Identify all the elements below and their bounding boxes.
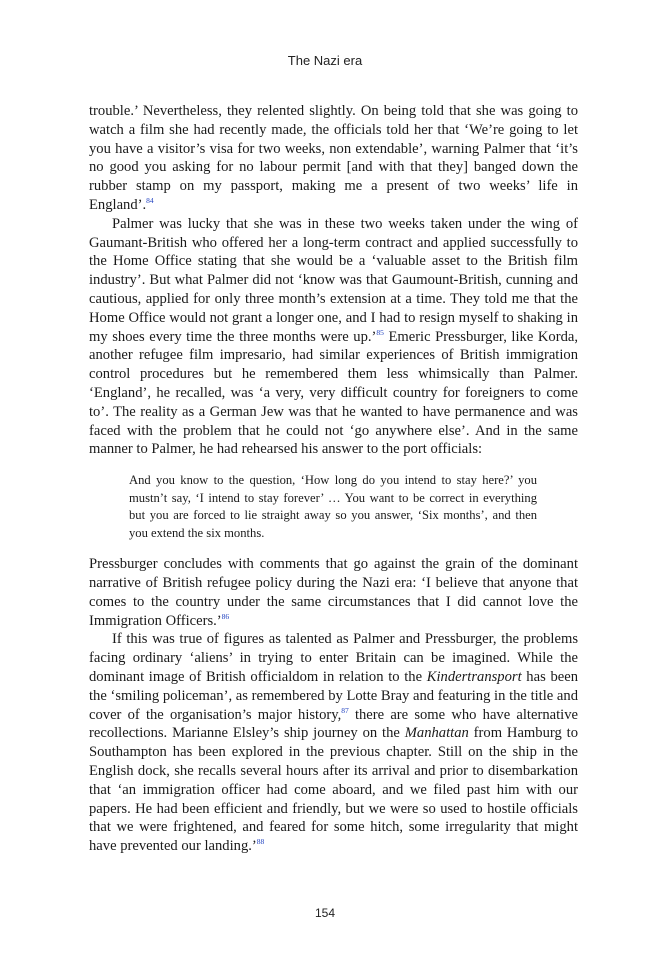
footnote-ref-87[interactable]: 87 <box>341 705 349 715</box>
paragraph-1 <box>89 102 578 215</box>
footnote-ref-84[interactable]: 84 <box>146 196 154 206</box>
paragraph-text: Emeric Pressburger, like Korda, another refugee film impresario, had similar experiences of British immigration control procedures but he remembered them less whimsically than Palmer. ‘England’, he recalled, was ‘a very, very difficult country for foreigners to come to’. The reality as a German Jew was that he wanted to have permanence and was faced with the problem that he could not ‘go anywhere else’. And in the same manner to Palmer, he had rehearsed his answer to the port officials: <box>89 328 578 458</box>
italic-title-kindertransport: Kindertransport <box>426 668 522 685</box>
running-head: The Nazi era <box>287 53 363 68</box>
page-number: 154 <box>314 906 336 920</box>
paragraph-text: Palmer was lucky that she was in these two weeks taken under the wing of Gaumant-British who offered her a long-term contract and applied successfully to the Home Office stating that she would be a ‘valuable asset to the British film industry’. But what Palmer did not ‘know was that Gaumount-British, cunning and cautious, applied for only three month’s extension at a time. They told me that the Home Office would not grant a longer one, and I had to resign myself to shaking in my shoes every time the three months were up.’ <box>89 215 578 345</box>
footnote-ref-88[interactable]: 88 <box>256 837 265 847</box>
paragraph-text: from Hamburg to Southampton has been explored in the previous chapter. Still on the ship in the English dock, she recalls several hours after its arrival and prior to disembarkation that ‘an immigration officer had come aboard, and we filed past him with our papers. He had been efficient and friendly, but we were so used to hostile officials that we were frightened, and feared for some hitch, some irregularity that might have prevented our landing.’ <box>89 725 578 855</box>
italic-ship-name: Manhattan <box>404 725 469 742</box>
block-quote: And you know to the question, ‘How long do you intend to stay here?’ you mustn’t say, ‘I intend to stay forever’ … You want to be correct in everything but you are forced to lie straight away so you answer, ‘Six months’, and then you extend the six months. <box>129 473 537 540</box>
paragraph-text: If this was true of figures as talented as Palmer and Pressburger, the problems facing ordinary ‘aliens’ in trying to enter Britain can be imagined. While the dominant image of British officialdom in relation to the <box>89 631 578 685</box>
footnote-ref-85[interactable]: 85 <box>376 327 384 337</box>
paragraph-4 <box>89 630 578 856</box>
paragraph-3 <box>89 555 578 630</box>
footnote-ref-86[interactable]: 86 <box>221 611 230 621</box>
paragraph-2 <box>89 215 578 459</box>
paragraph-text: has been the ‘smiling policeman’, as remembered by Lotte Bray and featuring in the title and cover of the organisation’s major history, <box>89 668 578 723</box>
main-text <box>89 102 578 856</box>
paragraph-text: there are some who have alternative recollections. Marianne Elsley’s ship journey on the <box>89 706 578 742</box>
paragraph-text: trouble.’ Nevertheless, they relented slightly. On being told that she was going to watch a film she had recently made, the officials told her that ‘We’re going to let you have a visitor’s visa for two weeks, non extendable’, warning Palmer that ‘it’s no good you asking for no labour permit [and with that they] banged down the rubber stamp on my passport, making me a present of two weeks’ life in England’. <box>89 103 578 213</box>
paragraph-text: Pressburger concludes with comments that go against the grain of the dominant narrative of British refugee policy during the Nazi era: ‘I believe that anyone that comes to the country under the same circumstances that I did cannot love the Immigration Officers.’ <box>89 556 578 629</box>
